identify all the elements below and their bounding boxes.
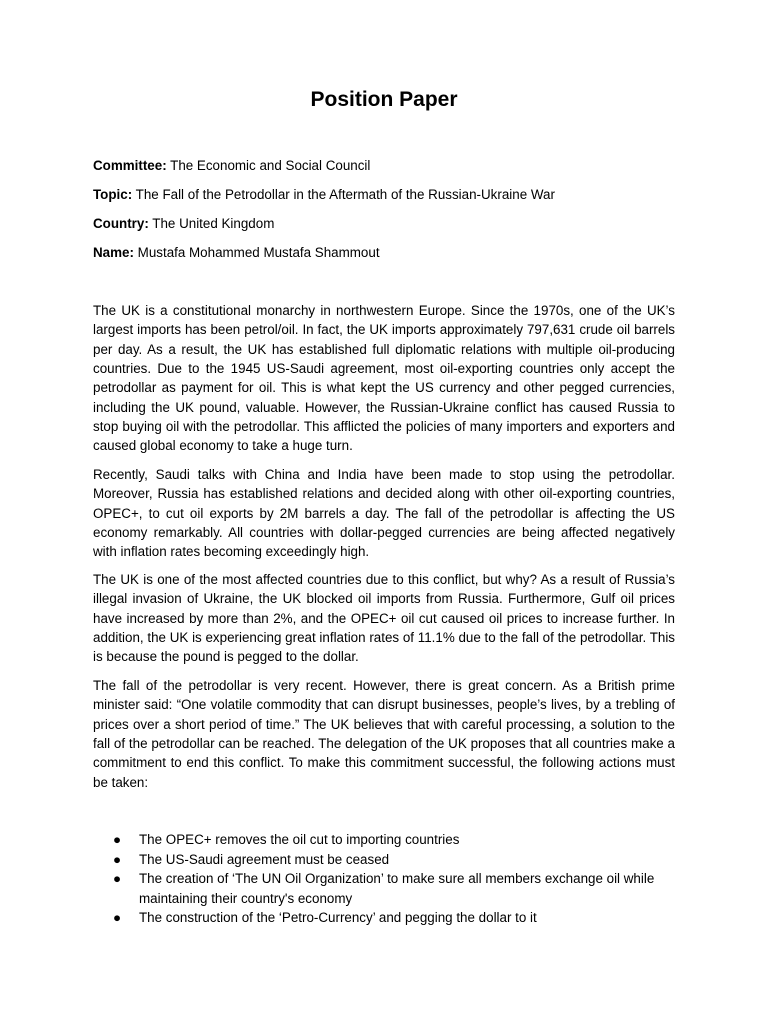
meta-label: Topic: [93,187,133,202]
bullet-icon: ● [113,871,122,886]
meta-value: The Economic and Social Council [170,158,371,173]
list-item [93,850,683,870]
meta-value: The Fall of the Petrodollar in the Aftermath of the Russian-Ukraine War [135,187,555,202]
paragraph: The fall of the petrodollar is very recent. However, there is great concern. As a British prime minister said: “One volatile commodity that can disrupt businesses, people’s lives, by a trebling of prices over a short period of time.” The UK believes that with careful processing, a solution to the fall of the petrodollar can be reached. The delegation of the UK proposes that all countries make a commitment to end this conflict. To make this commitment successful, the following actions must be taken: [93,678,675,790]
bullet-icon: ● [113,832,122,847]
meta-value: Mustafa Mohammed Mustafa Shammout [137,245,380,260]
paragraph: Recently, Saudi talks with China and India have been made to stop using the petrodollar. Moreover, Russia has established relations and decided along with other oil-exporting countries, OPEC+, to cut oil exports by 2M barrels a day. The fall of the petrodollar is affecting the US economy remarkably. All countries with dollar-pegged currencies are being affected negatively with inflation rates becoming exceedingly high. [93,467,675,560]
meta-name [93,244,693,262]
meta-label: Country: [93,216,149,231]
page-title: Position Paper [310,88,458,111]
meta-value: The United Kingdom [152,216,275,231]
meta-label: Committee: [93,158,167,173]
list-item-text: The US-Saudi agreement must be ceased [139,851,390,867]
meta-committee [93,157,693,175]
list-item-text: The creation of ‘The UN Oil Organization’ to make sure all members exchange oil while maintaining their country's economy [139,871,655,906]
action-list [93,830,683,928]
bullet-icon: ● [113,910,122,925]
meta-label: Name: [93,245,134,260]
meta-country [93,215,693,233]
meta-topic [93,186,693,204]
list-item-text: The construction of the ‘Petro-Currency’ and pegging the dollar to it [139,910,537,925]
bullet-icon: ● [113,851,122,867]
list-item [93,869,683,908]
paragraph: The UK is a constitutional monarchy in northwestern Europe. Since the 1970s, one of the UK’s largest imports has been petrol/oil. In fact, the UK imports approximately 797,631 crude oil barrels per day. As a result, the UK has established full diplomatic relations with multiple oil-producing countries. Due to the 1945 US-Saudi agreement, most oil-exporting countries only accept the petrodollar as payment for oil. This is what kept the US currency and other pegged currencies, including the UK pound, valuable. However, the Russian-Ukraine conflict has caused Russia to stop buying oil with the petrodollar. This afflicted the policies of many importers and exporters and caused global economy to take a huge turn. [93,303,675,454]
list-item-text: The OPEC+ removes the oil cut to importing countries [139,832,460,847]
list-item [93,830,683,850]
list-item [93,908,683,928]
paragraph: The UK is one of the most affected countries due to this conflict, but why? As a result of Russia’s illegal invasion of Ukraine, the UK blocked oil imports from Russia. Furthermore, Gulf oil prices have increased by more than 2%, and the OPEC+ oil cut caused oil prices to increase further. In addition, the UK is experiencing great inflation rates of 11.1% due to the fall of the petrodollar. This is because the pound is pegged to the dollar. [93,572,675,665]
